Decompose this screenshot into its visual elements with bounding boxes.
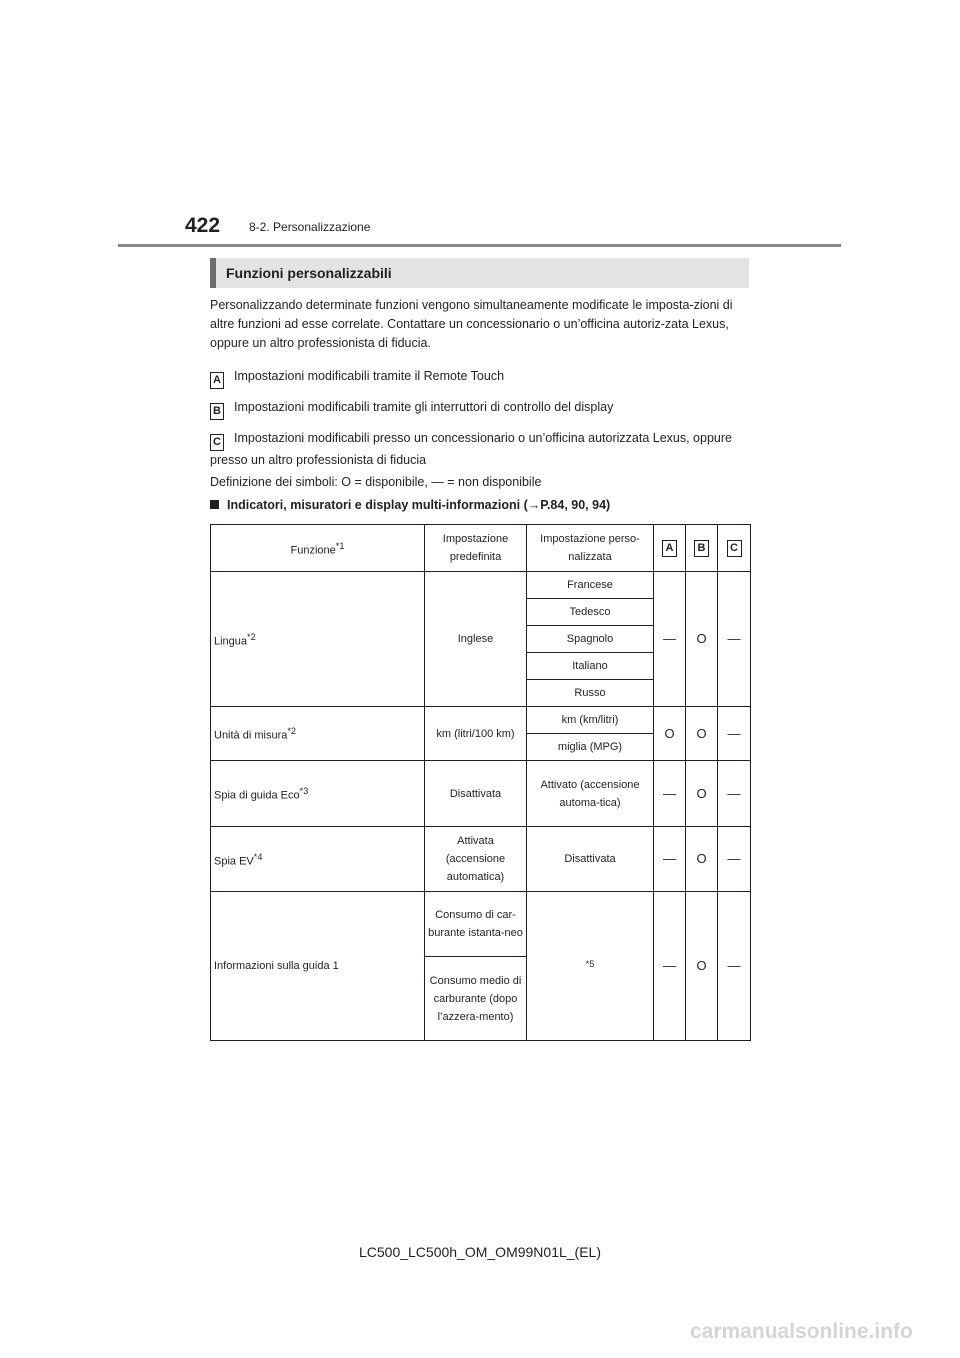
table-row [211, 707, 751, 734]
table-row [211, 827, 751, 892]
row-default-eco: Disattivata [425, 761, 527, 827]
avail-a: — [654, 892, 686, 1041]
tag-b: B [210, 403, 224, 420]
intro-paragraph: Personalizzando determinate funzioni vengono simultaneamente modificate le imposta-zioni di altre funzioni ad esse correlate. Contattare un concessionario o un’officina autoriz-zata Lexus, oppure un altro professionista di fiducia. [210, 298, 733, 350]
avail-a: — [654, 572, 686, 707]
avail-c: — [718, 761, 751, 827]
avail-c: — [718, 707, 751, 761]
legend-text-a: Impostazioni modificabili tramite il Remote Touch [234, 369, 505, 383]
functions-table [210, 524, 751, 1041]
legend-item-c [210, 429, 755, 470]
section-title: 8-2. Personalizzazione [249, 220, 371, 234]
arrow-icon: → [527, 498, 541, 512]
subsection-ref: P.84, 90, 94) [540, 498, 611, 512]
row-custom-eco: Attivato (accensione automa-tica) [527, 761, 654, 827]
avail-b: O [686, 827, 718, 892]
row-label-ev: Spia EV$^{*4}$ [211, 827, 425, 892]
row-custom-guida: *5 [527, 892, 654, 1041]
row-default-unita: km (litri/100 km) [425, 707, 527, 761]
table-row [211, 761, 751, 827]
header-divider [118, 244, 841, 247]
header-b: B [686, 525, 718, 572]
footer-doc-id: LC500_LC500h_OM_OM99N01L_(EL) [358, 1244, 602, 1260]
avail-a: O [654, 707, 686, 761]
option-cell: Italiano [527, 653, 654, 680]
option-cell: miglia (MPG) [527, 734, 654, 761]
avail-b: O [686, 892, 718, 1041]
tag-c: C [210, 434, 224, 451]
row-label-eco: Spia di guida Eco$^{*3}$ [211, 761, 425, 827]
row-default-guida-1: Consumo di car-burante istanta-neo [425, 892, 527, 957]
header-c: C [718, 525, 751, 572]
tag-a: A [210, 372, 224, 389]
option-cell: Francese [527, 572, 654, 599]
avail-c: — [718, 827, 751, 892]
row-label-lingua: Lingua$^{*2}$ [211, 572, 425, 707]
row-default-lingua: Inglese [425, 572, 527, 707]
heading-title: Funzioni personalizzabili [226, 265, 392, 281]
symbol-definition: Definizione dei simboli: O = disponibile, — = non disponibile [210, 475, 542, 489]
option-cell: Russo [527, 680, 654, 707]
legend-text-c: Impostazioni modificabili presso un concessionario o un’officina autorizzata Lexus, oppure presso un altro professionista di fiducia [210, 431, 732, 467]
avail-a: — [654, 761, 686, 827]
row-default-ev: Attivata (accensione automatica) [425, 827, 527, 892]
avail-c: — [718, 892, 751, 1041]
table-header-row [211, 525, 751, 572]
avail-a: — [654, 827, 686, 892]
avail-b: O [686, 572, 718, 707]
heading-bar [210, 258, 749, 288]
row-default-guida-2: Consumo medio di carburante (dopo l’azzera-mento) [425, 957, 527, 1041]
subsection-heading [210, 498, 610, 512]
header-custom: Impostazione perso-nalizzata [527, 525, 654, 572]
option-cell: Tedesco [527, 599, 654, 626]
avail-b: O [686, 761, 718, 827]
legend-item-a [210, 367, 755, 389]
bullet-square-icon [210, 500, 219, 509]
avail-c: — [718, 572, 751, 707]
watermark [690, 1320, 950, 1350]
watermark-text: carmanualsonline.info [690, 1320, 913, 1343]
option-cell: Spagnolo [527, 626, 654, 653]
page-number: 422 [185, 214, 221, 237]
table-row [211, 892, 751, 957]
row-label-unita: Unità di misura$^{*2}$ [211, 707, 425, 761]
legend-item-b [210, 398, 755, 420]
legend-text-b: Impostazioni modificabili tramite gli interruttori di controllo del display [234, 400, 614, 414]
header-default: Impostazione predefinita [425, 525, 527, 572]
header-funzione: Funzione$^{*1}$ [211, 525, 425, 572]
row-label-guida: Informazioni sulla guida 1 [211, 892, 425, 1041]
subsection-title: Indicatori, misuratori e display multi-informazioni ( [227, 498, 528, 512]
row-custom-ev: Disattivata [527, 827, 654, 892]
option-cell: km (km/litri) [527, 707, 654, 734]
table-row [211, 572, 751, 599]
header-a: A [654, 525, 686, 572]
avail-b: O [686, 707, 718, 761]
